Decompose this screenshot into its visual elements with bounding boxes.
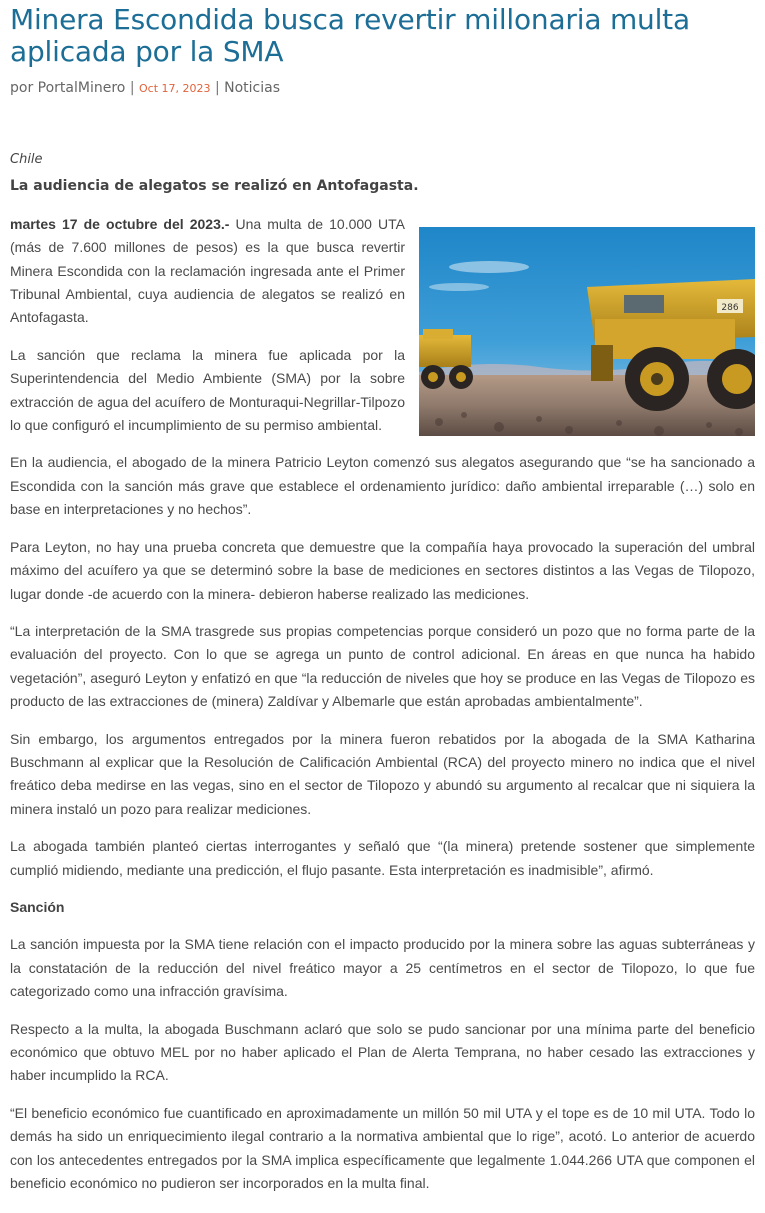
author-link[interactable]: por PortalMinero xyxy=(10,80,126,96)
paragraph: “El beneficio económico fue cuantificado en aproximadamente un millón 50 mil UTA y el tope es de 10 mil UTA. Todo lo demás ha sido un enriquecimiento ilegal contrario a la normativa ambiental que lo rige”, acotó. Lo anterior de acuerdo con los antecedentes entregados por la SMA implica específicamente que legalmente 1.044.266 UTA que componen el beneficio económico no pudieron ser incorporados en la multa final. xyxy=(10,1104,755,1192)
article-body xyxy=(10,148,755,1209)
country-tag: Chile xyxy=(10,152,43,167)
paragraph: “La interpretación de la SMA trasgrede sus propias competencias porque consideró un pozo que no forma parte de la evaluación del proyecto. Con lo que se agrega un punto de control adicional. En áreas en que nunca ha habido vegetación”, aseguró Leyton y enfatizó en que “la reducción de niveles que hoy se produce en las Vegas de Tilopozo es producto de las extracciones de (minera) Zaldívar y Albemarle que están aprobadas ambientalmente”. xyxy=(10,622,755,710)
paragraph: La sanción impuesta por la SMA tiene relación con el impacto producido por la minera sobre las aguas subterráneas y la constatación de la reducción del nivel freático mayor a 25 centímetros en el sector de Tilopozo, lo que fue categorizado como una infracción gravísima. xyxy=(10,936,755,1000)
paragraph: Para Leyton, no hay una prueba concreta que demuestre que la compañía haya provocado la superación del umbral máximo del acuífero ya que se determinó sobre la base de mediciones en sectores distintos a las Vegas de Tilopozo, lugar donde -de acuerdo con la minera- debieron haberse realizado las mediciones. xyxy=(10,538,755,602)
meta-separator: | xyxy=(214,80,220,96)
paragraph: La sanción que reclama la minera fue aplicada por la Superintendencia del Medio Ambiente (SMA) por la sobre extracción de agua del acuífero de Monturaqui-Negrillar-Tilpozo lo que configuró el incumplimiento de su permiso ambiental. xyxy=(10,346,405,434)
paragraph: La abogada también planteó ciertas interrogantes y señaló que “(la minera) pretende sostener que simplemente cumplió midiendo, mediante una predicción, el flujo pasante. Esta interpretación es inadmisible”, afirmó. xyxy=(10,838,755,878)
category-link[interactable]: Noticias xyxy=(224,80,280,96)
dateline: martes 17 de octubre del 2023.- xyxy=(10,215,230,232)
paragraph: En la audiencia, el abogado de la minera Patricio Leyton comenzó sus alegatos asegurando que “se ha sancionado a Escondida con la sanción más grave que establece el ordenamiento jurídico: daño ambiental irreparable (…) solo en base en interpretaciones y no hechos”. xyxy=(10,454,755,518)
paragraph: Respecto a la multa, la abogada Buschmann aclaró que solo se pudo sancionar por una mínima parte del beneficio económico que obtuvo MEL por no haber aplicado el Plan de Alerta Temprana, no haber cesado las extracciones y haber incumplido la RCA. xyxy=(10,1020,755,1084)
publish-date: Oct 17, 2023 xyxy=(138,82,211,95)
paragraph-text: Una multa de 10.000 UTA (más de 7.600 millones de pesos) es la que busca revertir Minera Escondida con la reclamación ingresada ante el Primer Tribunal Ambiental, cuya audiencia de alegatos se realizó en Antofagasta. xyxy=(10,215,405,326)
mining-truck-photo xyxy=(419,227,755,436)
article-title: Minera Escondida busca revertir millonaria multa aplicada por la SMA xyxy=(10,3,690,68)
truck-number: 286 xyxy=(721,302,739,313)
article-meta xyxy=(10,78,280,99)
paragraph: Sin embargo, los argumentos entregados por la minera fueron rebatidos por la abogada de la SMA Katharina Buschmann al explicar que la Resolución de Calificación Ambiental (RCA) del proyecto minero no indica que el nivel freático deba medirse en las vegas, sino en el sector de Tilopozo y abundó su argumento al recalcar que ni siquiera la minera instaló un pozo para realizar mediciones. xyxy=(10,730,755,817)
meta-separator: | xyxy=(129,80,135,96)
article-lead: La audiencia de alegatos se realizó en Antofagasta. xyxy=(10,178,419,195)
section-heading: Sanción xyxy=(10,898,65,915)
